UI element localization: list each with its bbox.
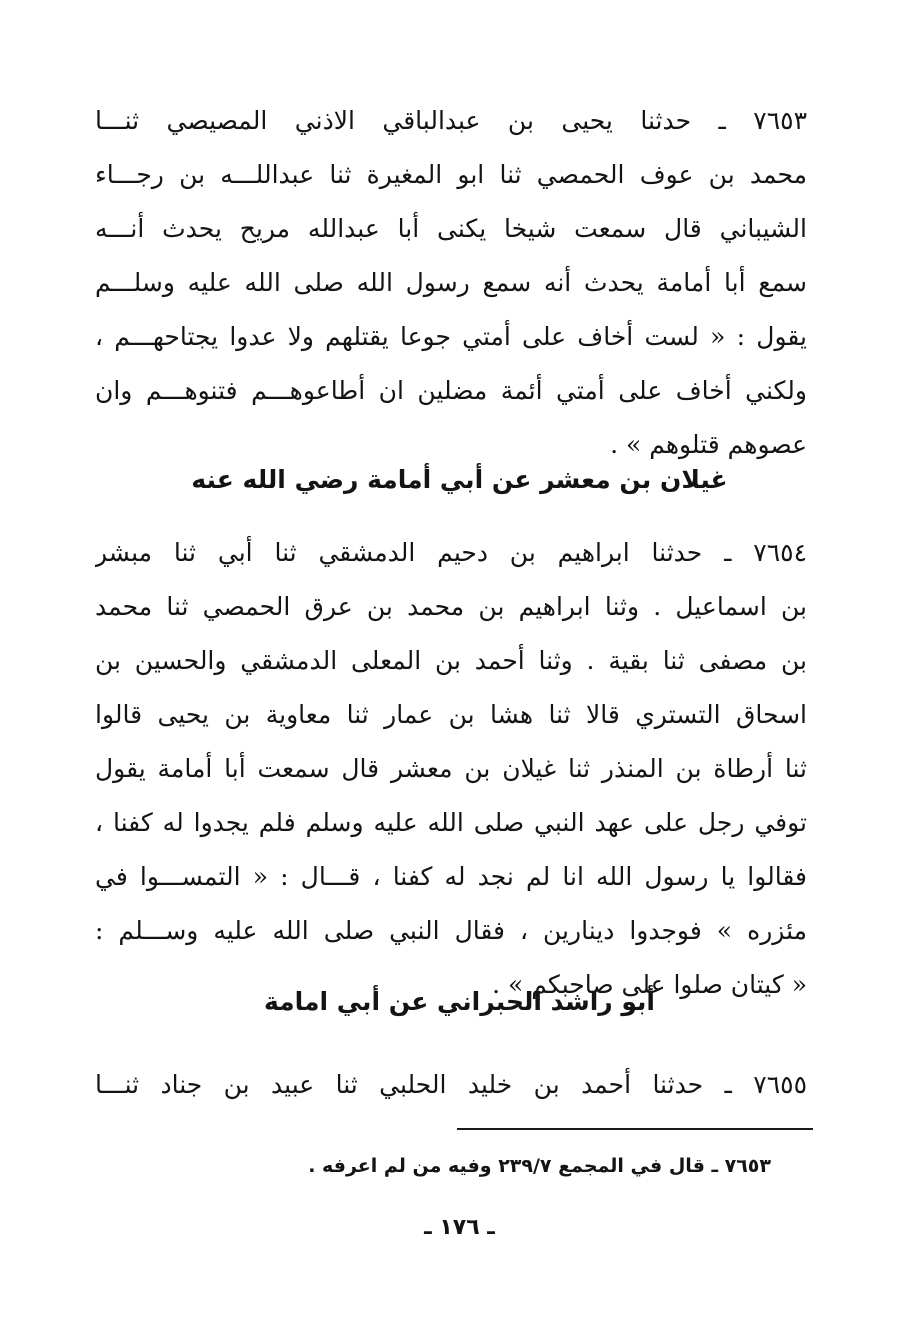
- section-heading-ghaylan: غيلان بن معشر عن أبي أمامة رضي الله عنه: [191, 465, 728, 494]
- section-heading-abu-rashid: أبو راشد الحبراني عن أبي امامة: [263, 987, 655, 1016]
- hadith-7653-line-4: سمع أبا أمامة يحدث أنه سمع رسول الله صلى الله عليه وسلـــم: [95, 268, 807, 297]
- hadith-7653-line-2: محمد بن عوف الحمصي ثنا ابو المغيرة ثنا عبداللـــه بن رجـــاء: [95, 160, 807, 189]
- hadith-7653-line-5: يقول : « لست أخاف على أمتي جوعا يقتلهم ولا عدوا يجتاحهـــم ،: [95, 322, 807, 351]
- footnote-7653: ٧٦٥٣ ـ قال في المجمع ٢٣٩/٧ وفيه من لم اعرفه .: [308, 1155, 771, 1177]
- hadith-7653-line-1: ٧٦٥٣ ـ حدثنا يحيى بن عبدالباقي الاذني المصيصي ثنـــا: [95, 106, 807, 135]
- hadith-7654-line-5: ثنا أرطاة بن المنذر ثنا غيلان بن معشر قال سمعت أبا أمامة يقول: [95, 754, 807, 783]
- hadith-7655-paragraph: [95, 1058, 807, 1112]
- page-number: ـ ١٧٦ ـ: [424, 1215, 495, 1240]
- hadith-7654-line-7: فقالوا يا رسول الله انا لم نجد له كفنا ، قـــال : « التمســـوا في: [95, 862, 807, 891]
- hadith-7653-paragraph: [95, 94, 807, 472]
- hadith-7654-line-1: ٧٦٥٤ ـ حدثنا ابراهيم بن دحيم الدمشقي ثنا أبي ثنا مبشر: [95, 538, 807, 567]
- hadith-7654-line-9: « كيتان صلوا على صاحبكم » .: [492, 970, 807, 999]
- hadith-7654-paragraph: [95, 526, 807, 1012]
- hadith-7653-line-3: الشيباني قال سمعت شيخا يكنى أبا عبدالله مريح يحدث أنـــه: [95, 214, 807, 243]
- hadith-7653-line-7: عصوهم قتلوهم » .: [610, 430, 807, 459]
- hadith-7653-line-6: ولكني أخاف على أمتي أئمة مضلين ان أطاعوهـــم فتنوهـــم وان: [95, 376, 807, 405]
- hadith-7654-line-2: بن اسماعيل . وثنا ابراهيم بن محمد بن عرق الحمصي ثنا محمد: [95, 592, 807, 621]
- hadith-7654-line-6: توفي رجل على عهد النبي صلى الله عليه وسلم فلم يجدوا له كفنا ،: [95, 808, 807, 837]
- hadith-7655-line-1: ٧٦٥٥ ـ حدثنا أحمد بن خليد الحلبي ثنا عبيد بن جناد ثنـــا: [95, 1070, 807, 1099]
- hadith-7654-line-8: مئزره » فوجدوا دينارين ، فقال النبي صلى الله عليه وســـلم :: [95, 916, 807, 945]
- hadith-7654-line-4: اسحاق التستري قالا ثنا هشا بن عمار ثنا معاوية بن يحيى قالوا: [95, 700, 807, 729]
- footnote-separator: [457, 1128, 813, 1130]
- hadith-7654-line-3: بن مصفى ثنا بقية . وثنا أحمد بن المعلى الدمشقي والحسين بن: [95, 646, 807, 675]
